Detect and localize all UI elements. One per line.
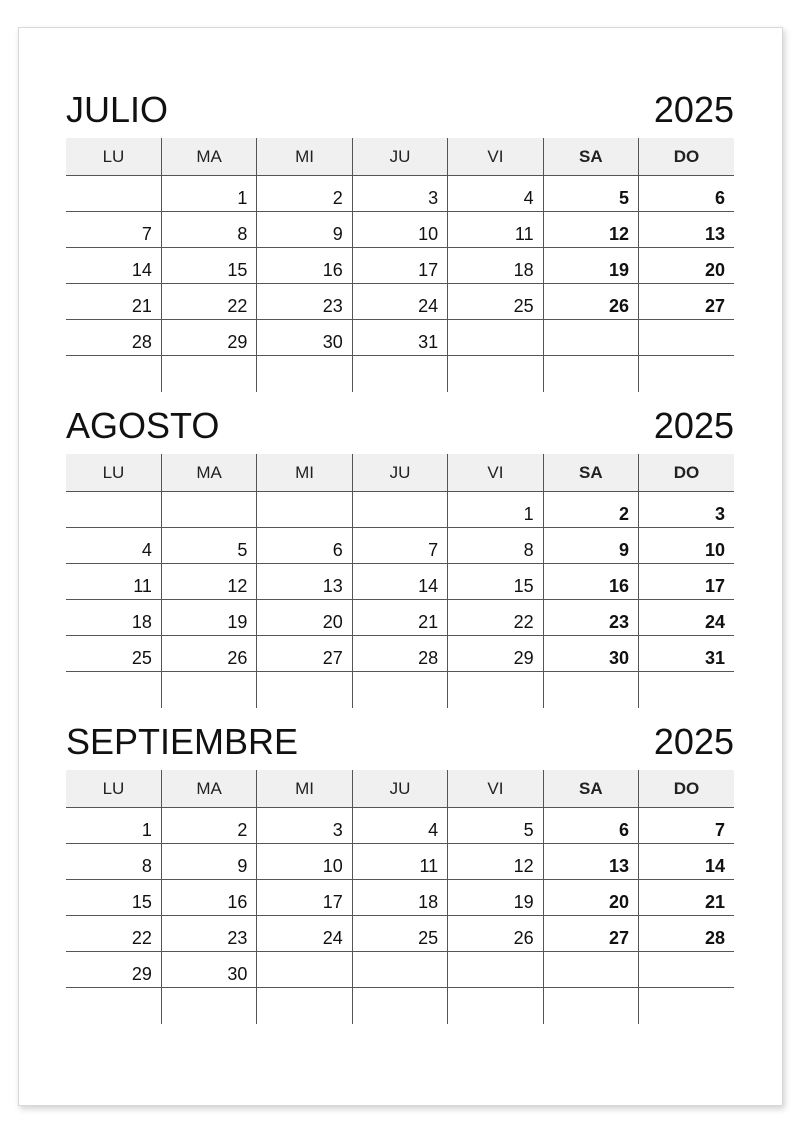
day-cell [352,952,447,988]
week-row [66,636,734,672]
day-cell: 1 [161,176,256,212]
day-cell [448,672,543,708]
day-cell [257,952,352,988]
day-cell [352,988,447,1024]
weekday-header: MA [161,138,256,176]
day-cell: 14 [639,844,734,880]
day-cell: 21 [639,880,734,916]
day-cell: 1 [448,492,543,528]
day-cell: 17 [639,564,734,600]
weekday-header-row [66,138,734,176]
day-cell: 16 [543,564,638,600]
day-cell: 9 [257,212,352,248]
day-cell: 16 [161,880,256,916]
day-cell: 26 [543,284,638,320]
day-cell: 15 [448,564,543,600]
day-cell: 21 [352,600,447,636]
day-cell: 25 [66,636,161,672]
weekday-header: MI [257,138,352,176]
day-cell: 30 [257,320,352,356]
day-cell: 21 [66,284,161,320]
month-year: 2025 [653,721,734,762]
week-row [66,880,734,916]
week-row [66,600,734,636]
day-cell: 14 [66,248,161,284]
day-cell [66,672,161,708]
day-cell: 27 [257,636,352,672]
month-year: 2025 [653,89,734,130]
month-header [66,82,734,138]
day-cell: 12 [161,564,256,600]
weekday-header: DO [639,770,734,808]
day-cell: 17 [352,248,447,284]
day-cell [639,672,734,708]
day-cell: 10 [639,528,734,564]
week-row [66,952,734,988]
weekday-header: SA [543,454,638,492]
day-cell: 25 [448,284,543,320]
day-cell: 7 [639,808,734,844]
day-cell [66,356,161,392]
day-cell: 13 [543,844,638,880]
day-cell: 30 [161,952,256,988]
day-cell: 24 [639,600,734,636]
day-cell [448,952,543,988]
day-cell: 6 [257,528,352,564]
weekday-header: MA [161,454,256,492]
day-cell: 20 [639,248,734,284]
day-cell: 3 [352,176,447,212]
day-cell: 26 [448,916,543,952]
day-cell: 29 [448,636,543,672]
day-cell: 8 [161,212,256,248]
week-row [66,564,734,600]
day-cell: 10 [352,212,447,248]
day-cell: 25 [352,916,447,952]
day-cell: 24 [257,916,352,952]
day-cell: 23 [161,916,256,952]
month-block-1 [66,398,734,708]
weekday-header: VI [448,138,543,176]
weekday-header: JU [352,770,447,808]
day-cell: 1 [66,808,161,844]
month-name: SEPTIEMBRE [66,721,299,762]
day-cell: 4 [352,808,447,844]
weekday-header: SA [543,770,638,808]
day-cell: 29 [66,952,161,988]
day-cell [639,952,734,988]
day-cell: 14 [352,564,447,600]
day-cell: 28 [352,636,447,672]
weekday-header: LU [66,770,161,808]
day-cell: 2 [161,808,256,844]
weekday-header: DO [639,454,734,492]
day-cell [639,988,734,1024]
day-cell: 19 [448,880,543,916]
day-cell: 19 [543,248,638,284]
day-cell: 12 [543,212,638,248]
weekday-header-row [66,770,734,808]
day-cell [352,672,447,708]
day-cell: 5 [161,528,256,564]
weekday-header: MI [257,454,352,492]
day-cell [257,672,352,708]
month-grid [66,138,734,392]
day-cell [448,356,543,392]
day-cell: 15 [161,248,256,284]
day-cell [543,988,638,1024]
day-cell [543,356,638,392]
day-cell: 9 [161,844,256,880]
weekday-header: VI [448,770,543,808]
month-header [66,714,734,770]
day-cell [352,492,447,528]
day-cell: 20 [257,600,352,636]
day-cell: 7 [352,528,447,564]
day-cell: 13 [639,212,734,248]
day-cell: 5 [543,176,638,212]
day-cell: 22 [448,600,543,636]
day-cell: 11 [352,844,447,880]
day-cell: 27 [543,916,638,952]
day-cell: 18 [352,880,447,916]
day-cell: 24 [352,284,447,320]
weekday-header: LU [66,138,161,176]
day-cell: 8 [66,844,161,880]
day-cell [639,320,734,356]
weekday-header: JU [352,454,447,492]
week-row [66,528,734,564]
day-cell: 9 [543,528,638,564]
day-cell: 29 [161,320,256,356]
month-block-0 [66,82,734,392]
weekday-header: MA [161,770,256,808]
day-cell: 4 [66,528,161,564]
day-cell: 22 [161,284,256,320]
week-row [66,672,734,708]
week-row [66,844,734,880]
day-cell [161,492,256,528]
week-row [66,808,734,844]
day-cell: 28 [639,916,734,952]
day-cell [161,356,256,392]
weekday-header-row [66,454,734,492]
day-cell: 23 [257,284,352,320]
day-cell: 4 [448,176,543,212]
day-cell: 31 [639,636,734,672]
day-cell: 3 [257,808,352,844]
month-name: AGOSTO [66,405,220,446]
day-cell: 17 [257,880,352,916]
day-cell [352,356,447,392]
month-name: JULIO [66,89,169,130]
day-cell: 2 [257,176,352,212]
day-cell: 8 [448,528,543,564]
day-cell [543,672,638,708]
day-cell [257,988,352,1024]
day-cell: 12 [448,844,543,880]
week-row [66,916,734,952]
day-cell: 22 [66,916,161,952]
day-cell: 20 [543,880,638,916]
month-block-2 [66,714,734,1024]
day-cell: 13 [257,564,352,600]
day-cell: 11 [448,212,543,248]
day-cell [161,672,256,708]
weekday-header: SA [543,138,638,176]
week-row [66,492,734,528]
day-cell [66,492,161,528]
day-cell: 3 [639,492,734,528]
day-cell: 6 [543,808,638,844]
week-row [66,988,734,1024]
day-cell: 18 [66,600,161,636]
month-header [66,398,734,454]
day-cell: 10 [257,844,352,880]
day-cell [543,952,638,988]
weekday-header: JU [352,138,447,176]
day-cell: 23 [543,600,638,636]
day-cell: 26 [161,636,256,672]
weekday-header: VI [448,454,543,492]
day-cell: 31 [352,320,447,356]
day-cell: 19 [161,600,256,636]
weekday-header: MI [257,770,352,808]
day-cell: 30 [543,636,638,672]
day-cell [639,356,734,392]
month-year: 2025 [653,405,734,446]
weekday-header: LU [66,454,161,492]
day-cell: 2 [543,492,638,528]
week-row [66,212,734,248]
day-cell: 15 [66,880,161,916]
week-row [66,284,734,320]
week-row [66,248,734,284]
day-cell: 7 [66,212,161,248]
day-cell [66,988,161,1024]
month-grid [66,770,734,1024]
week-row [66,356,734,392]
week-row [66,320,734,356]
day-cell: 27 [639,284,734,320]
day-cell [543,320,638,356]
day-cell: 16 [257,248,352,284]
day-cell [448,320,543,356]
day-cell [161,988,256,1024]
week-row [66,176,734,212]
day-cell [66,176,161,212]
day-cell [257,492,352,528]
month-grid [66,454,734,708]
day-cell: 11 [66,564,161,600]
day-cell [448,988,543,1024]
day-cell: 18 [448,248,543,284]
day-cell: 28 [66,320,161,356]
weekday-header: DO [639,138,734,176]
day-cell: 5 [448,808,543,844]
day-cell [257,356,352,392]
day-cell: 6 [639,176,734,212]
